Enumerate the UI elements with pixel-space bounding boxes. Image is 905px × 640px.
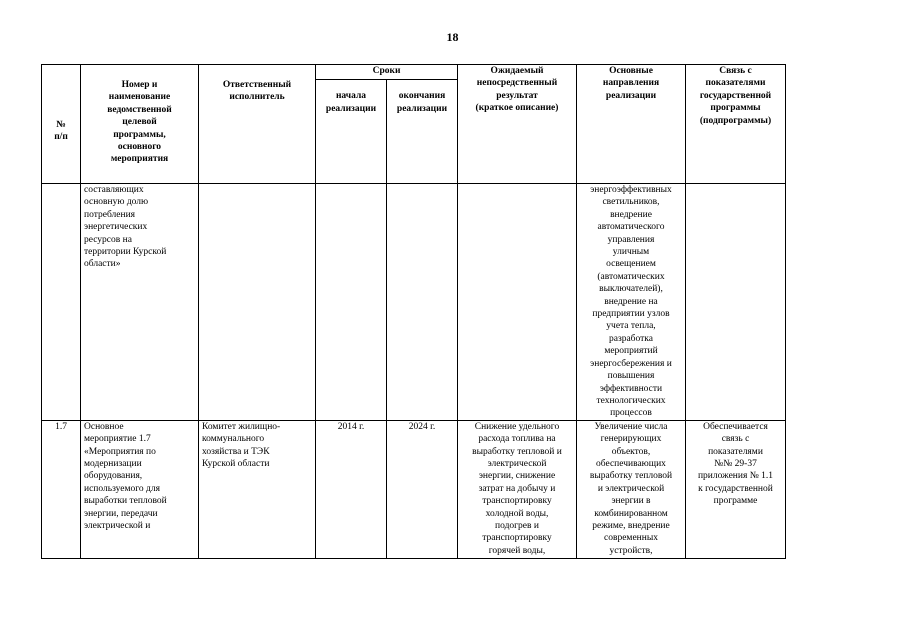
page-number: 18 — [446, 30, 459, 44]
row-start — [316, 184, 387, 421]
row-result: Снижение удельного расхода топлива на выработку тепловой и электрической энергии, снижение затрат на добычу и транспортировку холодной воды, подогрев и транспортировку горячей воды, — [458, 420, 577, 558]
header-end: окончания реализации — [387, 80, 458, 184]
header-terms: Сроки — [316, 65, 458, 80]
row-executor: Комитет жилищно- коммунального хозяйства и ТЭК Курской области — [199, 420, 316, 558]
row-end: 2024 г. — [387, 420, 458, 558]
row-result — [458, 184, 577, 421]
table-row — [42, 184, 786, 421]
row-link: Обеспечивается связь с показателями №№ 29-37 приложения № 1.1 к государственной программе — [686, 420, 786, 558]
row-num: 1.7 — [42, 420, 81, 558]
header-executor: Ответственный исполнитель — [199, 65, 316, 184]
row-link — [686, 184, 786, 421]
header-name: Номер и наименование ведомственной целевой программы, основного мероприятия — [81, 65, 199, 184]
header-result: Ожидаемый непосредственный результат (краткое описание) — [458, 65, 577, 184]
header-start: начала реализации — [316, 80, 387, 184]
row-directions: Увеличение числа генерирующих объектов, обеспечивающих выработку тепловой и электрической энергии в комбинированном режиме, внедрение современных устройств, — [577, 420, 686, 558]
header-num: № п/п — [42, 65, 81, 184]
row-num — [42, 184, 81, 421]
header-directions: Основные направления реализации — [577, 65, 686, 184]
table-row — [42, 420, 786, 558]
row-end — [387, 184, 458, 421]
program-table — [41, 64, 786, 559]
header-link: Связь с показателями государственной программы (подпрограммы) — [686, 65, 786, 184]
row-executor — [199, 184, 316, 421]
row-directions: энергоэффективных светильников, внедрение автоматического управления уличным освещением (автоматических выключателей), внедрение на предприятии узлов учета тепла, разработка мероприятий энергосбережения и повышения эффективности технологических процессов — [577, 184, 686, 421]
row-start: 2014 г. — [316, 420, 387, 558]
row-name: составляющих основную долю потребления энергетических ресурсов на территории Курской области» — [81, 184, 199, 421]
row-name: Основное мероприятие 1.7 «Мероприятия по модернизации оборудования, используемого для выработки тепловой энергии, передачи электрической и — [81, 420, 199, 558]
